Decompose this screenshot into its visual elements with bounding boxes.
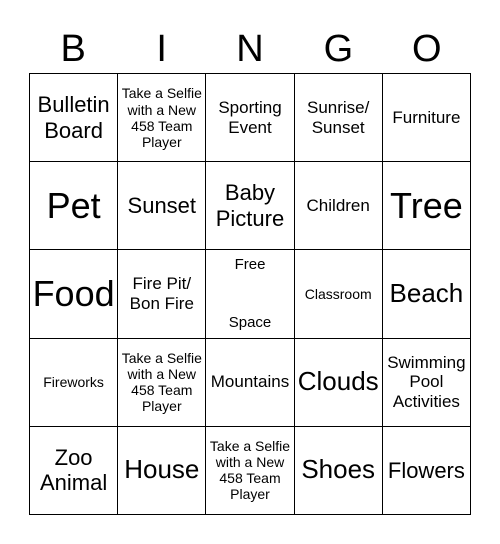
header-letter-o: O bbox=[412, 28, 442, 70]
bingo-cell[interactable]: Furniture bbox=[383, 74, 471, 162]
bingo-cell[interactable]: Take a Selfie with a New 458 Team Player bbox=[118, 339, 206, 427]
free-space-bottom: Space bbox=[228, 314, 272, 332]
bingo-cell[interactable]: Bulletin Board bbox=[30, 74, 118, 162]
bingo-cell[interactable]: Clouds bbox=[295, 339, 383, 427]
header-letter-i: I bbox=[156, 28, 167, 70]
bingo-cell[interactable]: House bbox=[118, 427, 206, 515]
bingo-cell[interactable]: Shoes bbox=[295, 427, 383, 515]
bingo-cell[interactable]: Fireworks bbox=[30, 339, 118, 427]
bingo-cell[interactable]: Baby Picture bbox=[206, 162, 294, 250]
bingo-cell[interactable]: Beach bbox=[383, 250, 471, 338]
bingo-cell[interactable]: Classroom bbox=[295, 250, 383, 338]
bingo-cell[interactable]: Pet bbox=[30, 162, 118, 250]
free-space-cell[interactable] bbox=[206, 250, 294, 338]
bingo-cell[interactable]: Swimming Pool Activities bbox=[383, 339, 471, 427]
bingo-cell[interactable]: Tree bbox=[383, 162, 471, 250]
header-letter-n: N bbox=[236, 28, 264, 70]
bingo-cell[interactable]: Mountains bbox=[206, 339, 294, 427]
bingo-cell[interactable]: Take a Selfie with a New 458 Team Player bbox=[118, 74, 206, 162]
header-letter-g: G bbox=[323, 28, 354, 70]
bingo-cell[interactable]: Flowers bbox=[383, 427, 471, 515]
bingo-cell[interactable]: Fire Pit/ Bon Fire bbox=[118, 250, 206, 338]
bingo-cell[interactable]: Children bbox=[295, 162, 383, 250]
free-space-top: Free bbox=[234, 256, 266, 274]
bingo-grid bbox=[29, 73, 471, 515]
bingo-cell[interactable]: Zoo Animal bbox=[30, 427, 118, 515]
bingo-header bbox=[29, 24, 471, 74]
bingo-cell[interactable]: Sunset bbox=[118, 162, 206, 250]
bingo-cell[interactable]: Sunrise/ Sunset bbox=[295, 74, 383, 162]
bingo-cell[interactable]: Food bbox=[30, 250, 118, 338]
header-letter-b: B bbox=[60, 28, 86, 70]
bingo-cell[interactable]: Take a Selfie with a New 458 Team Player bbox=[206, 427, 294, 515]
bingo-cell[interactable]: Sporting Event bbox=[206, 74, 294, 162]
